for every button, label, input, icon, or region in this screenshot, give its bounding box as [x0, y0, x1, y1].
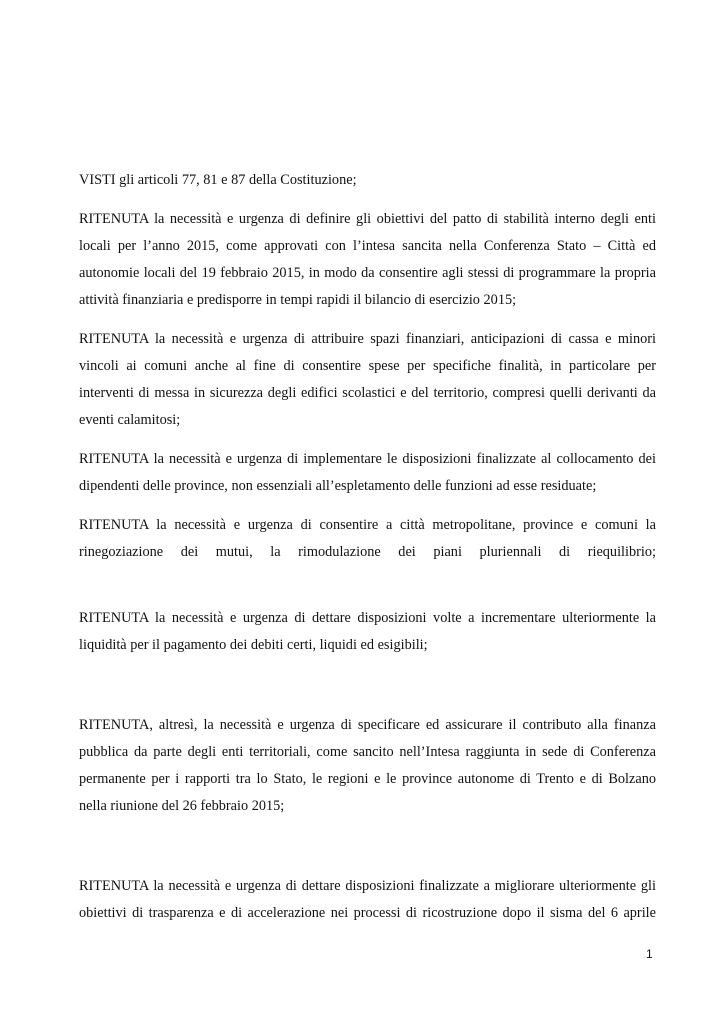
paragraph-line: autonomie locali del 19 febbraio 2015, in modo da consentire agli stessi di programmare la propria — [79, 265, 656, 281]
paragraph-line: attività finanziaria e predisporre in tempi rapidi il bilancio di esercizio 2015; — [79, 292, 517, 308]
paragraph-line: RITENUTA la necessità e urgenza di definire gli obiettivi del patto di stabilità interno degli enti — [79, 211, 656, 227]
paragraph-line: dipendenti delle province, non essenziali all’espletamento delle funzioni ad esse residuate; — [79, 478, 597, 494]
paragraph-line: RITENUTA la necessità e urgenza di consentire a città metropolitane, province e comuni la — [79, 517, 656, 533]
paragraph-line: liquidità per il pagamento dei debiti certi, liquidi ed esigibili; — [79, 637, 428, 653]
paragraph-line: pubblica da parte degli enti territoriali, come sancito nell’Intesa raggiunta in sede di Conferenza — [79, 744, 656, 760]
paragraph-line: RITENUTA la necessità e urgenza di implementare le disposizioni finalizzate al collocamento dei — [79, 451, 656, 467]
paragraph-line: rinegoziazione dei mutui, la rimodulazione dei piani pluriennali di riequilibrio; — [79, 544, 656, 560]
paragraph-line: eventi calamitosi; — [79, 412, 181, 428]
paragraph-line: permanente per i rapporti tra lo Stato, le regioni e le province autonome di Trento e di Bolzano — [79, 771, 656, 787]
paragraph-line: interventi di messa in sicurezza degli edifici scolastici e del territorio, compresi quelli derivanti da — [79, 385, 656, 401]
paragraph-line: vincoli ai comuni anche al fine di consentire spese per specifiche finalità, in particolare per — [79, 358, 656, 374]
paragraph-line: RITENUTA la necessità e urgenza di dettare disposizioni finalizzate a migliorare ulteriormente gli — [79, 878, 656, 894]
page-number: 1 — [646, 947, 653, 961]
paragraph-line: locali per l’anno 2015, come approvati con l’intesa sancita nella Conferenza Stato – Città ed — [79, 238, 656, 254]
paragraph-line: RITENUTA la necessità e urgenza di attribuire spazi finanziari, anticipazioni di cassa e minori — [79, 331, 656, 347]
paragraph-line: obiettivi di trasparenza e di accelerazione nei processi di ricostruzione dopo il sisma del 6 aprile — [79, 905, 656, 921]
paragraph-line: nella riunione del 26 febbraio 2015; — [79, 798, 285, 814]
paragraph-line: RITENUTA la necessità e urgenza di dettare disposizioni volte a incrementare ulteriormente la — [79, 610, 656, 626]
paragraph-line: VISTI gli articoli 77, 81 e 87 della Costituzione; — [79, 172, 357, 188]
paragraph-line: RITENUTA, altresì, la necessità e urgenza di specificare ed assicurare il contributo alla finanza — [79, 717, 656, 733]
